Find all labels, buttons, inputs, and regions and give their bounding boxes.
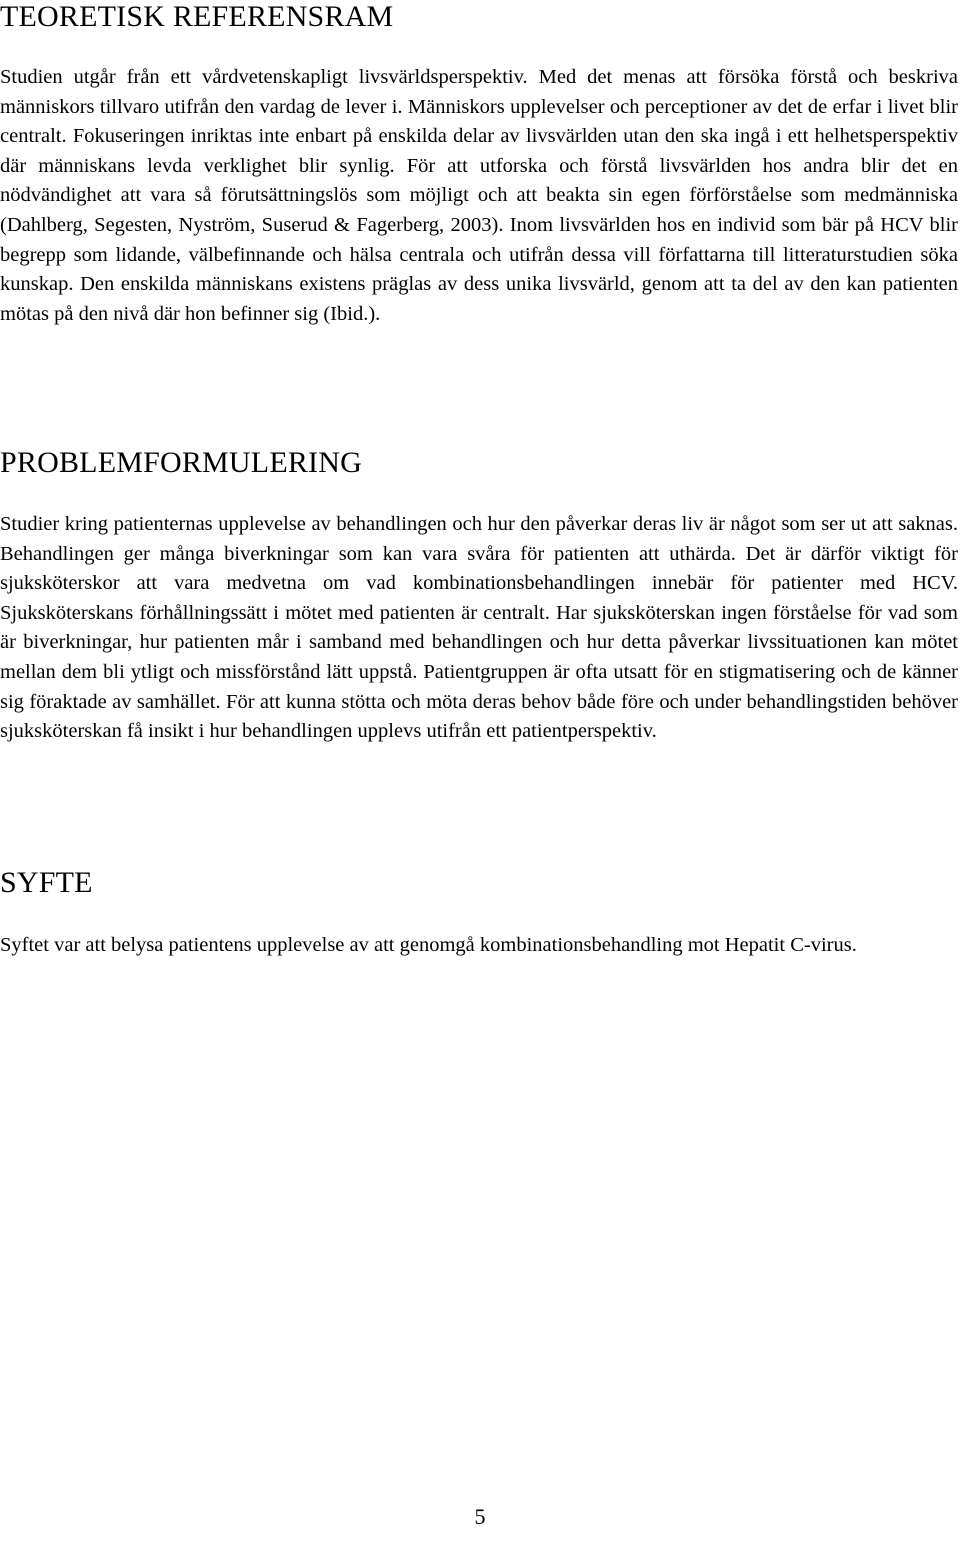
section-paragraph: Studier kring patienternas upplevelse av behandlingen och hur den påverkar deras liv är något som ser ut att saknas. Behandlingen ger många biverkningar som kan vara svåra för patienten att uthärda. Det är därför viktigt för sjuksköterskor att vara medvetna om vad kombinationsbehandlingen innebär för patienter med HCV. Sjuksköterskans förhållningssätt i mötet med patienten är centralt. Har sjuksköterskan ingen förståelse för vad som är biverkningar, hur patienten mår i samband med behandlingen och hur detta påverkar livssituationen kan mötet mellan dem bli ytligt och missförstånd lätt uppstå. Patientgruppen är ofta utsatt för en stigmatisering och de känner sig föraktade av samhället. För att kunna stötta och möta deras behov både före och under behandlingstiden behöver sjuksköterskan få insikt i hur behandlingen upplevs utifrån ett patientperspektiv. — [0, 513, 958, 743]
page-number: 5 — [474, 1504, 486, 1529]
section-teoretisk-referensram — [0, 0, 958, 329]
section-heading: SYFTE — [0, 866, 93, 899]
section-heading: PROBLEMFORMULERING — [0, 446, 362, 479]
section-syfte — [0, 866, 958, 961]
section-paragraph: Studien utgår från ett vårdvetenskapligt livsvärldsperspektiv. Med det menas att försöka förstå och beskriva människors tillvaro utifrån den vardag de lever i. Människors upplevelser och perceptioner av det de erfar i livet blir centralt. Fokuseringen inriktas inte enbart på enskilda delar av livsvärlden utan den ska ingå i ett helhetsperspektiv där människans levda verklighet blir synlig. För att utforska och förstå livsvärlden hos andra blir det en nödvändighet att vara så förutsättningslös som möjligt och att beakta sin egen förförståelse som medmänniska (Dahlberg, Segesten, Nyström, Suserud & Fagerberg, 2003). Inom livsvärlden hos en individ som bär på HCV blir begrepp som lidande, välbefinnande och hälsa centrala och utifrån dessa vill författarna till litteraturstudien söka kunskap. Den enskilda människans existens präglas av dess unika livsvärld, genom att ta del av den kan patienten mötas på den nivå där hon befinner sig (Ibid.). — [0, 66, 958, 325]
section-paragraph: Syftet var att belysa patientens upplevelse av att genomgå kombinationsbehandling mot Hepatit C-virus. — [0, 934, 857, 956]
section-heading: TEORETISK REFERENSRAM — [0, 0, 394, 33]
section-problemformulering — [0, 446, 958, 747]
